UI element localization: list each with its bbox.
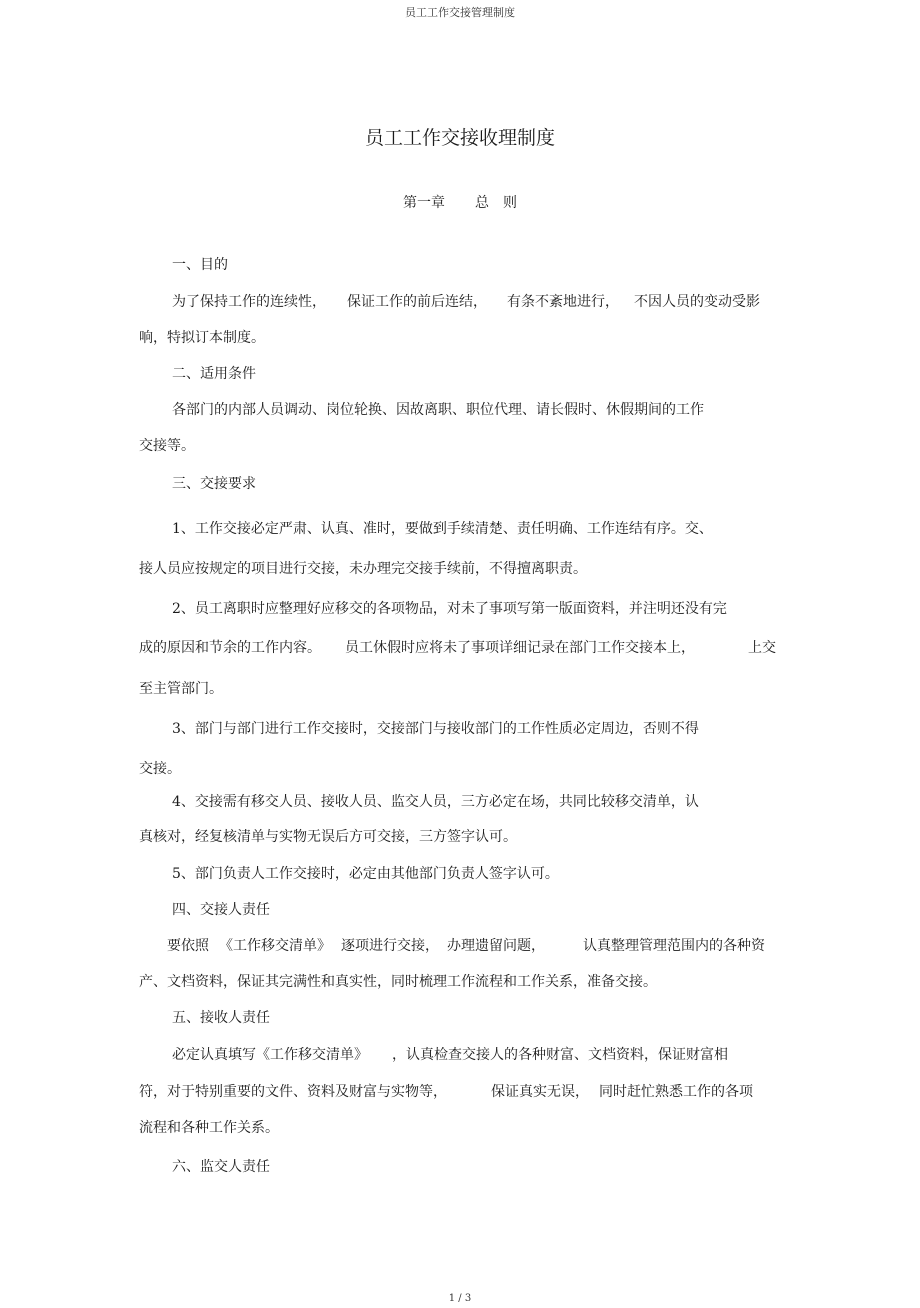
s3-item2-line2-seg3: 上交 <box>748 640 776 656</box>
s4-p1-seg1: 要依照 <box>167 938 209 954</box>
running-header: 员工工作交接管理制度 <box>405 6 515 19</box>
section-1-heading: 一、目的 <box>172 257 228 273</box>
section-2-heading: 二、适用条件 <box>172 366 256 382</box>
s5-p3: 流程和各种工作关系。 <box>139 1120 279 1136</box>
s3-item2-line2-seg2: 员工休假时应将未了事项详细记录在部门工作交接本上， <box>345 640 695 656</box>
s3-item2-line1: 2、员工离职时应整理好应移交的各项物品，对未了事项写第一版面资料，并注明还没有完 <box>172 601 727 617</box>
s3-item4-line2: 真核对，经复核清单与实物无误后方可交接，三方签字认可。 <box>139 829 517 845</box>
s1-p2: 响，特拟订本制度。 <box>139 330 265 346</box>
s5-p2-seg3: 同时赶忙熟悉工作的各项 <box>599 1084 753 1100</box>
page-number: 1 / 3 <box>448 1293 472 1304</box>
s3-item3-line2: 交接。 <box>139 761 181 777</box>
s4-p1-seg3: 逐项进行交接， <box>341 938 439 954</box>
s3-item1-line1: 1、工作交接必定严肃、认真、准时，要做到手续清楚、责任明确、工作连结有序。交、 <box>172 521 713 537</box>
s4-p1-seg4: 办理遗留问题， <box>447 938 545 954</box>
section-4-heading: 四、交接人责任 <box>172 902 270 918</box>
s3-item4-line1: 4、交接需有移交人员、接收人员、监交人员，三方必定在场，共同比较移交清单，认 <box>172 794 699 810</box>
s2-p2: 交接等。 <box>139 438 195 454</box>
section-5-heading: 五、接收人责任 <box>172 1010 270 1026</box>
s3-item3-line1: 3、部门与部门进行工作交接时，交接部门与接收部门的工作性质必定周边，否则不得 <box>172 721 699 737</box>
chapter-label: 第一章 <box>403 195 445 211</box>
s2-p1: 各部门的内部人员调动、岗位轮换、因故离职、职位代理、请长假时、休假期间的工作 <box>172 402 704 418</box>
section-3-heading: 三、交接要求 <box>172 476 256 492</box>
document-title: 员工工作交接收理制度 <box>364 127 555 149</box>
s5-p2-seg1: 符，对于特别重要的文件、资料及财富与实物等， <box>139 1084 447 1100</box>
s4-p1-seg2: 《工作移交清单》 <box>219 938 331 954</box>
s1-p1-seg4: 不因人员的变动受影 <box>634 294 760 310</box>
s1-p1-seg3: 有条不紊地进行， <box>507 294 619 310</box>
chapter-name: 总 则 <box>475 195 517 211</box>
chapter-heading <box>0 194 920 212</box>
section-6-heading: 六、监交人责任 <box>172 1159 270 1175</box>
s3-item2-line2-seg1: 成的原因和节余的工作内容。 <box>139 640 321 656</box>
s4-p2: 产、文档资料，保证其完满性和真实性，同时梳理工作流程和工作关系，准备交接。 <box>139 974 657 990</box>
s3-item5: 5、部门负责人工作交接时，必定由其他部门负责人签字认可。 <box>172 866 559 882</box>
s4-p1-seg5: 认真整理管理范围内的各种资 <box>583 938 765 954</box>
s1-p1-seg1: 为了保持工作的连续性， <box>172 294 326 310</box>
s3-item2-line3: 至主管部门。 <box>139 681 223 697</box>
s5-p1-seg1: 必定认真填写《工作移交清单》 <box>172 1047 368 1063</box>
s5-p1-seg2: ，认真检查交接人的各种财富、文档资料，保证财富相 <box>392 1047 728 1063</box>
s3-item1-line2: 接人员应按规定的项目进行交接，未办理完交接手续前，不得擅离职责。 <box>139 561 587 577</box>
s5-p2-seg2: 保证真实无误， <box>491 1084 589 1100</box>
s1-p1-seg2: 保证工作的前后连结， <box>347 294 487 310</box>
